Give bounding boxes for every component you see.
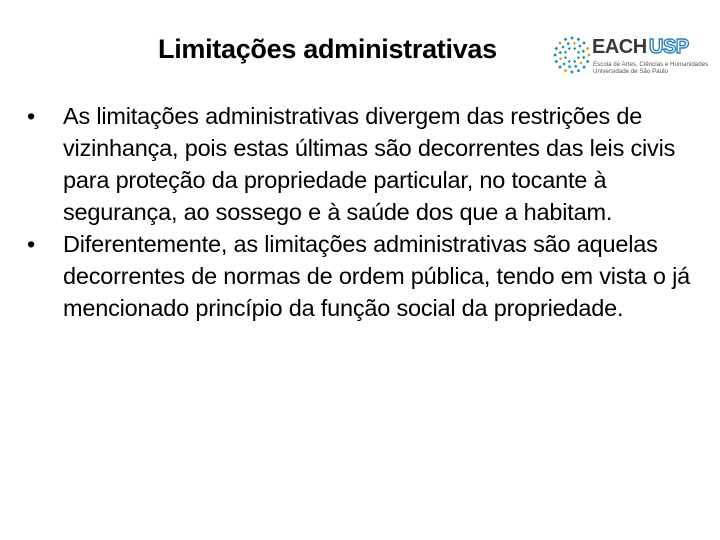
logo-dot [554,47,558,51]
logo-dot [577,69,581,73]
logo-dot [587,53,591,57]
logo-dot [577,56,580,59]
logo-dot [582,65,586,69]
logo-dot [566,42,569,45]
logo-dot [562,62,565,65]
logo-dot [559,57,562,60]
logo-dot [578,44,581,47]
each-logo-mark-icon [552,28,592,82]
logo-dot [558,65,562,69]
bullet-text: As limitações administrativas divergem das restrições de vizinhança, pois estas últimas são decorrentes das leis civis para proteção da propriedade particular, no tocante à segurança, ao sossego e à saúde dos que a habitam. [63,103,676,225]
logo-subtitle [593,61,708,75]
logo-dot [559,51,562,54]
logo-dot [582,56,585,59]
logo-dot [574,65,577,68]
logo-dot [573,42,576,45]
logo-subtitle-line2: Universidade de São Paulo [593,68,668,75]
logo-dot [564,37,568,41]
logo-dot [586,47,590,51]
logo-dot [577,51,580,54]
logo-dot [553,53,557,57]
logo-dot [568,47,571,50]
logo-dot [558,41,562,45]
logo-dot [568,60,571,63]
bullet-item [24,100,704,228]
logo-dot [570,70,574,74]
logo-dot [586,60,590,64]
logo-dot [582,41,586,45]
logo-dot [564,69,568,73]
logo-institution: USP [649,36,689,58]
logo-dot [561,45,564,48]
bullet-marker: • [27,231,36,257]
slide-title: Limitações administrativas [158,34,497,64]
each-usp-logo [552,28,712,82]
logo-dot [564,56,567,59]
logo-dot [570,36,574,40]
bullet-list [24,100,704,324]
logo-dot [579,61,582,64]
logo-dot [577,37,581,41]
logo-wordmark: EACH [592,36,647,58]
logo-subtitle-line1: Escola de Artes, Ciências e Humanidades [593,61,709,68]
bullet-marker: • [27,103,36,129]
logo-dot [568,65,571,68]
logo-dot [554,60,558,64]
logo-dot [573,47,576,50]
logo-dot [573,60,576,63]
bullet-item [24,228,704,324]
logo-dot [582,49,585,52]
logo-dot [564,51,567,54]
bullet-text: Diferentemente, as limitações administrativas são aquelas decorrentes de normas de ordem pública, tendo em vista o já mencionado princípio da função social da propriedade. [63,231,690,321]
